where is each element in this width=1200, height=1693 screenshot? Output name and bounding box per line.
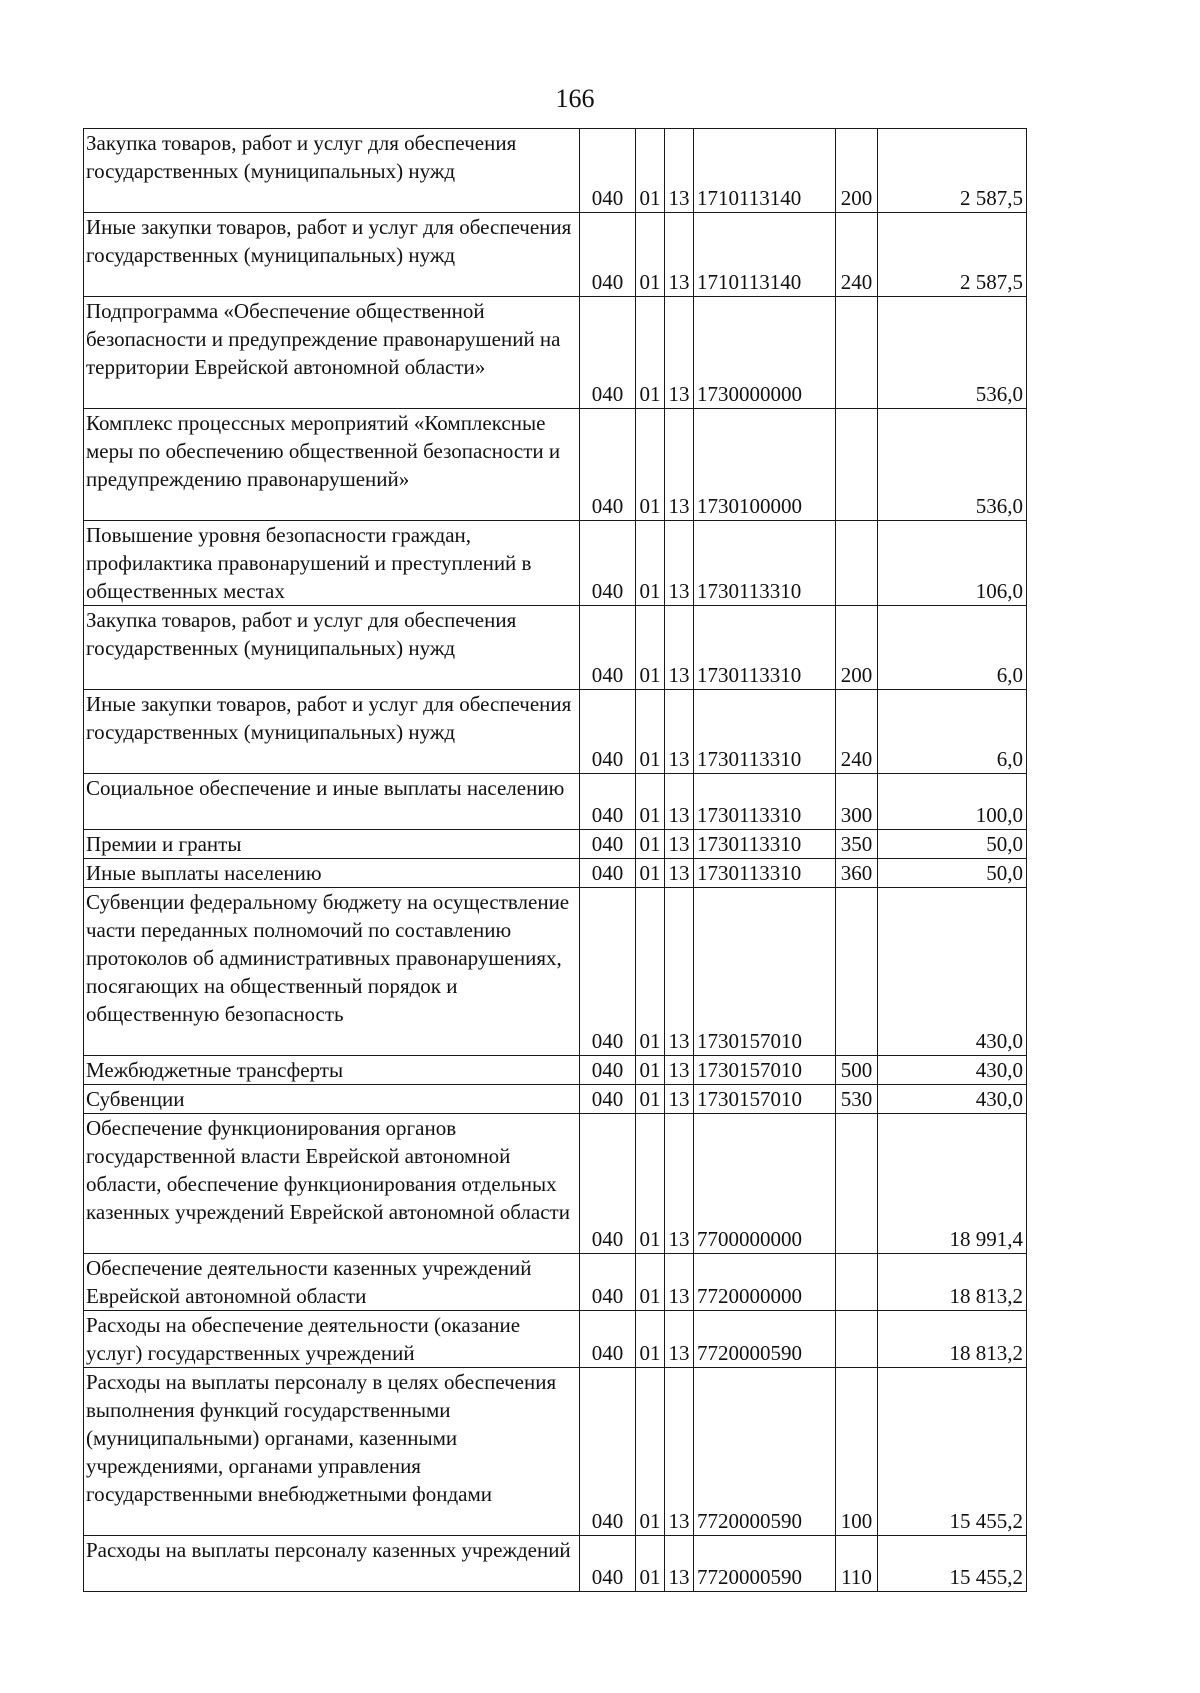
row-name: Подпрограмма «Обеспечение общественной безопасности и предупреждение правонарушений на территории Еврейской автономной области» [84, 297, 580, 409]
row-amount: 18 991,4 [878, 1114, 1027, 1254]
row-expense-type: 300 [836, 774, 878, 830]
row-section-code: 01 [636, 409, 665, 521]
row-target-article: 1730113310 [694, 859, 836, 888]
row-expense-type: 240 [836, 690, 878, 774]
row-amount: 50,0 [878, 859, 1027, 888]
row-subsection-code: 13 [665, 409, 694, 521]
row-amount: 6,0 [878, 606, 1027, 690]
row-section-code: 01 [636, 1536, 665, 1592]
table-row [84, 521, 1027, 606]
row-expense-type: 100 [836, 1368, 878, 1536]
row-section-code: 01 [636, 1368, 665, 1536]
table-row [84, 1085, 1027, 1114]
row-section-code: 01 [636, 129, 665, 213]
row-ministry-code: 040 [580, 1114, 636, 1254]
table-row [84, 690, 1027, 774]
row-subsection-code: 13 [665, 1085, 694, 1114]
row-target-article: 7720000590 [694, 1368, 836, 1536]
row-name: Субвенции [84, 1085, 580, 1114]
row-ministry-code: 040 [580, 409, 636, 521]
row-ministry-code: 040 [580, 1085, 636, 1114]
row-subsection-code: 13 [665, 888, 694, 1056]
row-ministry-code: 040 [580, 606, 636, 690]
row-subsection-code: 13 [665, 521, 694, 606]
table-row [84, 1368, 1027, 1536]
row-name: Межбюджетные трансферты [84, 1056, 580, 1085]
row-target-article: 1730113310 [694, 774, 836, 830]
row-target-article: 1730157010 [694, 888, 836, 1056]
row-expense-type: 200 [836, 606, 878, 690]
row-expense-type [836, 1311, 878, 1368]
row-section-code: 01 [636, 1085, 665, 1114]
row-section-code: 01 [636, 774, 665, 830]
row-name: Закупка товаров, работ и услуг для обеспечения государственных (муниципальных) нужд [84, 129, 580, 213]
table-row [84, 888, 1027, 1056]
row-name: Расходы на выплаты персоналу казенных учреждений [84, 1536, 580, 1592]
row-target-article: 1730113310 [694, 690, 836, 774]
row-ministry-code: 040 [580, 690, 636, 774]
row-amount: 15 455,2 [878, 1368, 1027, 1536]
table-row [84, 859, 1027, 888]
table-row [84, 213, 1027, 297]
row-section-code: 01 [636, 690, 665, 774]
row-ministry-code: 040 [580, 521, 636, 606]
row-section-code: 01 [636, 830, 665, 859]
row-target-article: 1730100000 [694, 409, 836, 521]
row-amount: 50,0 [878, 830, 1027, 859]
row-amount: 2 587,5 [878, 213, 1027, 297]
row-expense-type: 200 [836, 129, 878, 213]
row-target-article: 1730157010 [694, 1056, 836, 1085]
row-section-code: 01 [636, 1311, 665, 1368]
row-subsection-code: 13 [665, 213, 694, 297]
row-expense-type: 360 [836, 859, 878, 888]
row-subsection-code: 13 [665, 1114, 694, 1254]
table-row [84, 1536, 1027, 1592]
row-expense-type [836, 1254, 878, 1311]
table-row [84, 1114, 1027, 1254]
row-target-article: 7720000590 [694, 1311, 836, 1368]
row-target-article: 1730113310 [694, 830, 836, 859]
row-amount: 536,0 [878, 409, 1027, 521]
row-target-article: 1730157010 [694, 1085, 836, 1114]
row-subsection-code: 13 [665, 1311, 694, 1368]
row-section-code: 01 [636, 1254, 665, 1311]
row-section-code: 01 [636, 297, 665, 409]
table-row [84, 606, 1027, 690]
table-row [84, 1056, 1027, 1085]
row-name: Комплекс процессных мероприятий «Комплексные меры по обеспечению общественной безопасности и предупреждению правонарушений» [84, 409, 580, 521]
row-amount: 536,0 [878, 297, 1027, 409]
row-subsection-code: 13 [665, 129, 694, 213]
row-subsection-code: 13 [665, 830, 694, 859]
row-ministry-code: 040 [580, 213, 636, 297]
row-amount: 430,0 [878, 888, 1027, 1056]
row-ministry-code: 040 [580, 1254, 636, 1311]
row-amount: 6,0 [878, 690, 1027, 774]
table-row [84, 409, 1027, 521]
page-number: 166 [555, 84, 595, 113]
row-expense-type: 110 [836, 1536, 878, 1592]
budget-table-body [84, 129, 1027, 1592]
row-subsection-code: 13 [665, 297, 694, 409]
row-name: Иные закупки товаров, работ и услуг для обеспечения государственных (муниципальных) нужд [84, 213, 580, 297]
row-ministry-code: 040 [580, 1536, 636, 1592]
row-subsection-code: 13 [665, 606, 694, 690]
row-target-article: 1730000000 [694, 297, 836, 409]
row-subsection-code: 13 [665, 1254, 694, 1311]
row-amount: 430,0 [878, 1056, 1027, 1085]
table-row [84, 129, 1027, 213]
row-section-code: 01 [636, 888, 665, 1056]
row-ministry-code: 040 [580, 1056, 636, 1085]
row-amount: 18 813,2 [878, 1254, 1027, 1311]
row-amount: 106,0 [878, 521, 1027, 606]
row-expense-type [836, 521, 878, 606]
row-expense-type: 530 [836, 1085, 878, 1114]
row-amount: 18 813,2 [878, 1311, 1027, 1368]
row-section-code: 01 [636, 521, 665, 606]
row-amount: 2 587,5 [878, 129, 1027, 213]
row-section-code: 01 [636, 213, 665, 297]
table-row [84, 297, 1027, 409]
row-subsection-code: 13 [665, 859, 694, 888]
row-ministry-code: 040 [580, 859, 636, 888]
row-ministry-code: 040 [580, 129, 636, 213]
row-expense-type [836, 297, 878, 409]
row-target-article: 1710113140 [694, 213, 836, 297]
row-target-article: 7720000590 [694, 1536, 836, 1592]
row-subsection-code: 13 [665, 1056, 694, 1085]
row-ministry-code: 040 [580, 1311, 636, 1368]
row-subsection-code: 13 [665, 690, 694, 774]
row-name: Повышение уровня безопасности граждан, профилактика правонарушений и преступлений в общественных местах [84, 521, 580, 606]
row-name: Расходы на обеспечение деятельности (оказание услуг) государственных учреждений [84, 1311, 580, 1368]
row-expense-type: 240 [836, 213, 878, 297]
table-row [84, 1311, 1027, 1368]
row-ministry-code: 040 [580, 774, 636, 830]
row-subsection-code: 13 [665, 1368, 694, 1536]
table-row [84, 830, 1027, 859]
row-section-code: 01 [636, 1056, 665, 1085]
row-amount: 430,0 [878, 1085, 1027, 1114]
row-name: Иные закупки товаров, работ и услуг для обеспечения государственных (муниципальных) нужд [84, 690, 580, 774]
row-name: Премии и гранты [84, 830, 580, 859]
row-name: Закупка товаров, работ и услуг для обеспечения государственных (муниципальных) нужд [84, 606, 580, 690]
row-amount: 15 455,2 [878, 1536, 1027, 1592]
row-subsection-code: 13 [665, 1536, 694, 1592]
row-target-article: 1710113140 [694, 129, 836, 213]
row-expense-type: 350 [836, 830, 878, 859]
row-ministry-code: 040 [580, 1368, 636, 1536]
row-name: Социальное обеспечение и иные выплаты населению [84, 774, 580, 830]
row-target-article: 1730113310 [694, 606, 836, 690]
row-ministry-code: 040 [580, 830, 636, 859]
row-name: Субвенции федеральному бюджету на осуществление части переданных полномочий по составлению протоколов об административных правонарушениях, посягающих на общественный порядок и общественную безопасность [84, 888, 580, 1056]
row-target-article: 1730113310 [694, 521, 836, 606]
row-section-code: 01 [636, 606, 665, 690]
row-expense-type [836, 888, 878, 1056]
row-subsection-code: 13 [665, 774, 694, 830]
row-name: Иные выплаты населению [84, 859, 580, 888]
budget-table [83, 128, 1027, 1592]
table-row [84, 774, 1027, 830]
row-name: Расходы на выплаты персоналу в целях обеспечения выполнения функций государственными (муниципальными) органами, казенными учреждениями, органами управления государственными внебюджетными фондами [84, 1368, 580, 1536]
row-amount: 100,0 [878, 774, 1027, 830]
row-target-article: 7720000000 [694, 1254, 836, 1311]
row-name: Обеспечение функционирования органов государственной власти Еврейской автономной области, обеспечение функционирования отдельных казенных учреждений Еврейской автономной области [84, 1114, 580, 1254]
row-ministry-code: 040 [580, 888, 636, 1056]
row-ministry-code: 040 [580, 297, 636, 409]
row-section-code: 01 [636, 859, 665, 888]
row-name: Обеспечение деятельности казенных учреждений Еврейской автономной области [84, 1254, 580, 1311]
row-section-code: 01 [636, 1114, 665, 1254]
row-target-article: 7700000000 [694, 1114, 836, 1254]
row-expense-type [836, 1114, 878, 1254]
row-expense-type [836, 409, 878, 521]
row-expense-type: 500 [836, 1056, 878, 1085]
table-row [84, 1254, 1027, 1311]
